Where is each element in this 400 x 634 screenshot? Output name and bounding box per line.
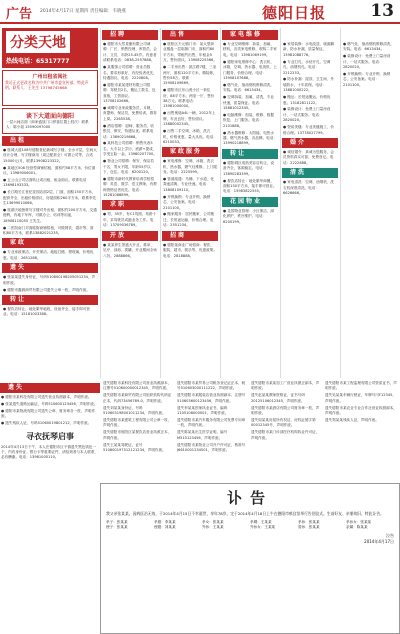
- lost-notice: [0, 431, 100, 461]
- ad-item: ● 诚信婚介：真诚为您服务，会员资料真实可靠，免费登记。电话：2222888。: [283, 150, 334, 165]
- ad-item: 遗失德阳市某商贸有限公司组织机构代码证正本，代码73456789-0，声明作废。: [103, 393, 172, 403]
- ad-item: ● 男，35岁，有C1驾照，驾龄十年，求驾驶员或跑业务工作。电话：13709036789。: [103, 212, 157, 228]
- ad-item: ● 德阳市某某建材有限公司招聘：驾驶员2名，搬运工数名，包食宿，工资面议。13708102666。: [103, 82, 156, 104]
- ad-item: ● 旌阳区天元镇门市：某大型商业楼盘一层临街门市，面积约80平方米，带租约出售，年租金5万。售价面议。13908225566。: [163, 42, 217, 63]
- section-bar: 转让: [222, 149, 278, 159]
- divider: [340, 28, 341, 378]
- ad-item: ● 德阳某商业广场招商：餐饮、服装、超市、娱乐等，优惠政策。电话：2818888。: [163, 242, 217, 258]
- divider: [100, 28, 101, 378]
- ad-list: [342, 42, 398, 88]
- lost-notice-title: 寻衣抚琴启事: [26, 431, 74, 441]
- member: 孝孙：张某某: [298, 519, 320, 524]
- member: 亲属：陈某某: [346, 525, 368, 529]
- ad-item: ● 某某养生馆盛大开业，推拿、足疗、刮痧、拔罐，开业期间全场八折。2888866。: [103, 242, 157, 258]
- ad-item: ● 酒店招聘：厨师、服务员、收银员、保安，待遇从优。联系电话：13890219868。: [103, 123, 154, 139]
- ad-item: ● 搬家服务：居民搬家、公司搬迁、长短途运输，价格合理。电话：2551234。: [163, 212, 214, 228]
- ad-item: ● 出售二手空调、冰箱、洗衣机，价格优惠，量大从优。电话：6210033。: [163, 129, 217, 144]
- ad-list: [2, 148, 98, 237]
- section-bar: 家政: [2, 238, 98, 248]
- ad-item: 遗失李某某医师执业证书，编码1105106000001，声明作废。: [177, 405, 229, 416]
- member: 侄媳：刘某某: [154, 525, 176, 529]
- ad-item: 遗失德阳市某汽车服务有限公司发票专用章一枚，声明作废。: [177, 417, 246, 428]
- ad-list: [222, 209, 278, 225]
- obituary-members: [106, 520, 394, 531]
- ad-item: ● 二医院南门对面临街商铺招租，可做餐饮、超市等，面积80平方米，联系13882021235。: [3, 225, 94, 235]
- member: 孝孙女：张某某: [346, 519, 372, 524]
- page-number: 13: [370, 1, 394, 21]
- ad-item: ● 物业公司招聘：保安、保洁若干名，男女不限，年龄55岁以下，包住。电话：6200120。: [103, 159, 154, 174]
- ad-item: ● 专业家政保洁，开荒保洁、地板打蜡、擦玻璃，价格优惠。电话：2651288。: [3, 250, 94, 260]
- ad-list: [282, 180, 338, 196]
- ad-item: ● 家居装修：水电改造、墙面翻新、防水补漏，质量保证。13981088776。: [283, 42, 334, 57]
- member: 外孙女：王某某: [250, 525, 276, 529]
- section-label: 广告: [6, 7, 33, 22]
- ad-item: ● 张某遗失道路运输证，号码510600123456，声明作废。: [1, 401, 98, 406]
- ad-list: [2, 307, 98, 318]
- column-4: [222, 28, 278, 378]
- ad-item: ● 装修设计：免费上门量房设计，一站式服务。电话：2820020。: [343, 54, 391, 70]
- ad-item: ● 管道疏通：马桶、下水道、化粪池清掏，专业快速。电话：13808109110。: [163, 177, 214, 192]
- ad-item: 遗失德阳市某酒店有限公司财务章一枚，声明作废。: [251, 405, 320, 416]
- ad-item: ● 诚聘专业家政服务员，月嫂、育婴师、保洁员，免费培训，推荐上岗。2265538。: [103, 105, 157, 121]
- ad-item: ● 某服饰公司招聘：营业员数名，要求形象好、有经验者优先，待遇面议。电话：2220808。: [103, 65, 157, 80]
- ad-list: [102, 243, 158, 259]
- ad-item: ● 某科技公司招聘：销售代表5名，大专以上学历，底薪+提成，享受五险一金。13980207700。: [103, 141, 157, 157]
- ad-item: ● 五公山公司店面转让或出租，租金面议。联系电话13698193333。: [3, 177, 87, 188]
- section-bar: 遗失: [2, 263, 98, 273]
- ad-item: ● 德阳市某物流有限公司遗失公章、财务章各一枚，声明作废。: [1, 408, 96, 419]
- ad-item: 遗失德阳市旌阳区某餐饮店营业执照正本，声明作废。: [103, 430, 172, 440]
- ad-item: ● 长江路长江世纪花园店面2层，门面，面积150平方米，配套齐全，出租价格面议，房屋面积260平方米，联系李先生13699010066。: [3, 190, 97, 205]
- banner-sub: 一层六间店面（商家盛放门口停靠位置上档次）联系人：陈小姐 15590097000: [6, 120, 89, 130]
- ad-list: [2, 275, 98, 293]
- member: 孝子：张某某: [106, 519, 128, 524]
- ad-list: [222, 161, 278, 195]
- ad-item: ● 装修设计：免费上门量房设计，一站式服务。电话：2820020。: [283, 107, 331, 123]
- ad-item: ● 出售奥迪A4L一辆，2012年上牌，车况良好，售价面议。13880002345。: [163, 111, 216, 127]
- ad-item: 遗失德阳市某农业专业合作社营业执照副本，声明作废。: [325, 405, 397, 416]
- ad-item: ● 张某某遗失身份证，号码510600198205051234，声明作废。: [3, 275, 96, 285]
- banner-title: 谈下大道面向德阳: [25, 113, 74, 120]
- obituary-sign-line: 泣告: [386, 533, 394, 539]
- ad-item: 遗失吴某某车辆行驶证，车牌号川F12345，声明作废。: [325, 393, 396, 403]
- member: 侄子：张某某: [106, 525, 128, 529]
- ad-item: ● 德阳市大然星酿有限公司诚聘：厂长、销售经理、库管员、会计、文员，年龄25-45岁。有意者请联系电话：0838-2557888。: [103, 42, 157, 63]
- section-bar: 家政服务: [162, 147, 218, 157]
- ad-item: ● 德阳市新时代教育培训学校招聘：英语、数学、语文教师，有教师资格证者优先。电话：15281088899。: [103, 176, 157, 198]
- section-bar: 出售: [162, 30, 218, 40]
- member: 孝婿：王某某: [250, 519, 272, 524]
- ad-item: 遗失陈某某出生医学证明，编号M510123456，声明作废。: [177, 430, 228, 440]
- page-meta: 2014年4月17日 星期四 责任编辑：韦晓燕: [40, 9, 126, 14]
- ad-item: ● 空调拆装、加氟、清洗，专业快速，质量保证。电话：15881012345。: [223, 95, 274, 110]
- ad-item: ● 瓷砖美缝：专业美缝施工，价格合理。13778027799。: [283, 125, 334, 135]
- obituary-sign: [106, 533, 394, 544]
- obituary-title: 讣告: [226, 489, 273, 507]
- ad-item: 遗失德阳市某建筑工程有限公司公章一枚，声明作废。: [103, 417, 172, 428]
- column-1: [2, 28, 98, 378]
- ad-item: ● 德阳市鑫源商贸有限公司遗失公章一枚，声明作废。: [3, 287, 90, 292]
- ad-list: [102, 42, 158, 198]
- notice-title: 广州出租省阅社: [32, 74, 68, 80]
- ad-item: 遗失德阳市某某加工厂营业执照正副本，声明作废。: [251, 381, 320, 391]
- ad-item: ● 搬运：长短途搬运，价格优惠。15182811122。: [283, 95, 331, 105]
- ad-item: 遗失德阳市某贸易公司税务登记证正本，税号510603000111222，声明作废。: [177, 381, 246, 391]
- ad-item: ● 旌城大道108号德阳世纪新城写字楼，全水平层，空间大设计合理，写字楼商用（周边配套全）可做公司等，合适15000元/月，联系13908223322。: [3, 147, 97, 163]
- fenlei-title: 分类天地: [6, 31, 70, 53]
- ad-item: ● 德阳家电维修中心：洗衣机、冰箱、空调、热水器、电视机，上门服务，价格合理。电话：13908107688。: [223, 59, 277, 80]
- ad-list: [162, 159, 218, 228]
- ad-item: 遗失德阳市某工程监理有限公司资质证书，声明作废。: [325, 381, 397, 391]
- divider: [160, 28, 161, 378]
- ad-item: ● 燃气灶、抽油烟机维修清洗，安装。电话：6613434。: [223, 82, 274, 93]
- obituary: [100, 483, 400, 634]
- ad-item: ● 热水器维修：太阳能、电热水器、燃气热水器，各品牌。电话：13990218899。: [223, 130, 277, 146]
- ad-item: 遗失德阳市某门诊部医疗机构执业许可证，声明作废。: [251, 430, 320, 440]
- column-3: [162, 28, 218, 378]
- divider: [220, 28, 221, 378]
- ad-item: ● 遗失残疾人证，号码51060019801212，声明作废。: [1, 421, 92, 426]
- section-bar: 遗失: [0, 383, 100, 393]
- section-bar: 招商: [162, 231, 218, 241]
- ad-item: 遗失德阳市某服装店营业执照副本，注册号510603600123456，声明作废。: [177, 393, 246, 403]
- section-bar: 招聘: [102, 30, 158, 40]
- ad-item: ● 花园物业管理：小区保洁、绿化养护、秩序维护。电话：6200199。: [223, 208, 274, 224]
- member: 孝女：张某某: [202, 519, 224, 524]
- ad-item: 遗失德阳市某物业公司开户许可证，核准号J6610001234501，声明作废。: [177, 442, 246, 452]
- obituary-date: 2014年4月17日: [364, 539, 394, 544]
- ad-list: [2, 250, 98, 261]
- notice-box: [2, 70, 98, 106]
- masthead: 德阳日报: [262, 4, 327, 22]
- column-6: [342, 28, 398, 378]
- ad-item: 遗失周某某房屋所有权证，房权证德字第00012345号，声明作废。: [251, 417, 316, 428]
- section-bar: 婚介: [282, 138, 338, 148]
- section-bar: 转让: [2, 295, 98, 305]
- ad-item: ● 开锁换锁：专业开锁、换锁芯，公安备案。电话：2101100。: [163, 194, 211, 210]
- ad-list: [222, 42, 278, 147]
- member: 曾孙：张某某: [298, 525, 320, 529]
- ad-item: ● 二手房出售：凯江路7楼，三室两厅，面积120平方米，精装修，售价58万。联系15908109669。: [163, 65, 217, 86]
- divider: [280, 28, 281, 378]
- column-5: [282, 28, 338, 378]
- ad-item: ● 家电维修：空调、冰箱、洗衣机、热水器、燃气灶维修，上门服务。电话：2225599。: [163, 159, 217, 175]
- ad-item: ● 专业打孔、水钻开孔，空调孔、油烟机孔。电话：2212233。: [283, 59, 331, 75]
- ad-item: ● 餐饮店转让，地处繁华地段，设备齐全，接手即可营业。电话：15181003388。: [3, 306, 90, 317]
- ad-item: ● 某地区508 经营型商铺招租，面积约58平方米，价位面议。13989006001。: [3, 165, 96, 175]
- ad-list: [162, 42, 218, 145]
- section-bar: 求职: [102, 200, 158, 210]
- ad-list: [282, 42, 338, 136]
- section-bar: 出租: [2, 136, 98, 146]
- ad-item: 遗失刘某某身份证，号码510603198001011234，声明作废。: [103, 405, 166, 416]
- ad-item: ● 防水补漏：屋顶、卫生间、外墙防水，十年质保。电话：13881000222。: [283, 77, 334, 93]
- ad-list: [282, 150, 338, 166]
- ad-item: ● 专业空调维修：拆装、加氟、移机，各类家电维修，收购二手家电。电话：13981069199。: [223, 42, 277, 57]
- section-bar: 开放: [102, 231, 158, 241]
- lost-notice-text: 2014年4月13日下午，本人在德阳市区不慎遗失黑色钱包一个，内有身份证、银行卡等重要证件，请拾到者与本人联系，必有酬谢。电话：13981000110。: [1, 444, 99, 460]
- banner-box: [2, 108, 98, 134]
- ad-item: ● 德阳城区成熟美容店转让，设备齐全，客源稳定。电话：13890283399。: [223, 160, 274, 176]
- notice-text: 我司正式更改名称为中共广州市委宣传部，特此声明。联系人：王先生 13798745668: [5, 80, 89, 90]
- fenlei-hotline: 热线电话：65317777: [6, 58, 70, 65]
- section-bar: 清洗: [282, 168, 338, 178]
- column-2: [102, 28, 158, 378]
- ad-list: [0, 395, 100, 427]
- ad-item: ● 德阳市某科技有限公司遗失营业执照副本，声明作废。: [1, 395, 92, 399]
- ad-list: [162, 243, 218, 259]
- obituary-body: 我父亲张某某，因病医治无效，于2014年4月15日不幸逝世，享年78岁。定于2014年4月18日上午在德阳市殡仪馆举行告别仪式。生前好友、亲朋故旧，特此讣告。: [106, 511, 384, 516]
- ad-item: ● 开锁换锁：专业开锁、换锁芯，公安备案。电话：2101100。: [343, 72, 391, 87]
- member: 外孙：王某某: [202, 525, 224, 529]
- ad-item: ● 燃气灶、抽油烟机维修清洗，安装。电话：6613434。: [343, 42, 394, 52]
- ad-item: ● 德阳市区东山苑小区一套住房，88平方米，两室一厅，售价38万元。联系电话：13981000000。: [163, 88, 215, 109]
- ad-item: 遗失赵某某教师资格证，证书号码20125106012345，声明作废。: [251, 393, 305, 403]
- ad-item: ● 电脑维修：组装、维修、数据恢复，上门服务。电话：2101888。: [223, 112, 274, 128]
- ad-item: ● 餐饮店转让：地处繁华商圈，面积150平方米，接手即可营业。电话：15983822555。: [223, 178, 277, 194]
- ad-item: 遗失郑某某残疾人证，声明作废。: [325, 417, 379, 422]
- section-bar: 花园物业: [222, 197, 278, 207]
- ad-item: ● 旌湖天地独栋写字楼对外出租，面积约200平方米，交通便利，有地下车库，可做办公、培训等用途，18908110055 王先生。: [3, 207, 97, 223]
- ad-item: 遗失王某某驾驶证，证号510600197512121234，声明作废。: [103, 442, 166, 452]
- ad-item: ● 家电清洗：空调、油烟机、洗衣机深度清洗。电话：6626666。: [283, 180, 334, 196]
- bottom-left: [0, 381, 100, 634]
- section-bar: 家电维修: [222, 30, 278, 40]
- page-header: [0, 0, 400, 24]
- ad-list: [102, 212, 158, 228]
- member: 孝媳：李某某: [154, 519, 176, 524]
- fenlei-header: [2, 28, 98, 68]
- ad-item: 遗失德阳市某科技有限公司营业执照副本，注册号510600000012345，声明作废。: [103, 381, 172, 391]
